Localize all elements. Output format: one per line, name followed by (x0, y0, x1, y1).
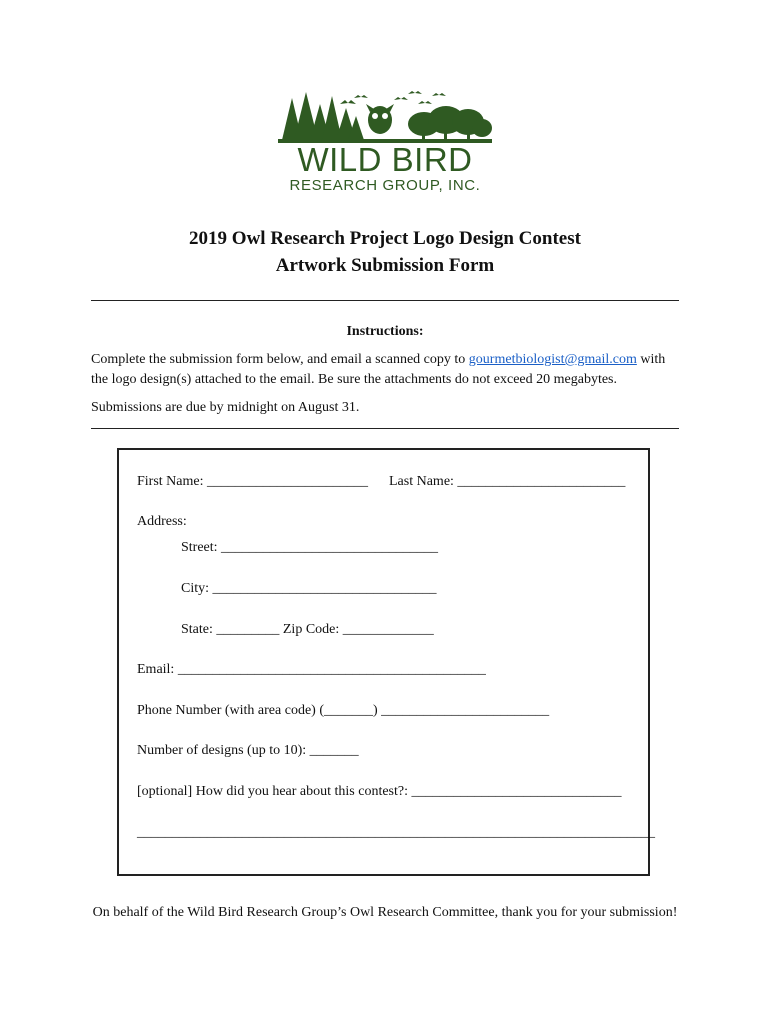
logo-subtitle: RESEARCH GROUP, INC. (289, 177, 481, 194)
wild-bird-logo (276, 90, 494, 198)
deadline-text: Submissions are due by midnight on August 31. (91, 400, 360, 415)
instructions-text-start: Complete the submission form below, and email a scanned copy to (91, 352, 469, 367)
design-count-field[interactable]: Number of designs (up to 10): _______ (137, 743, 359, 758)
form-title: 2019 Owl Research Project Logo Design Contest (189, 228, 581, 249)
submission-form-box (117, 448, 655, 876)
form-subtitle: Artwork Submission Form (275, 255, 495, 276)
instructions-text-end: with (636, 352, 666, 367)
email-field[interactable]: Email: ____________________________________________ (137, 662, 486, 677)
logo-title: WILD BIRD (297, 141, 473, 178)
phone-field[interactable]: Phone Number (with area code) (_______) ________________________ (137, 703, 550, 718)
last-name-field[interactable]: Last Name: ________________________ (389, 474, 626, 489)
instructions-heading: Instructions: (346, 324, 424, 339)
address-label: Address: (137, 514, 187, 529)
first-name-field[interactable]: First Name: _______________________ (137, 474, 368, 489)
state-zip-field[interactable]: State: _________ Zip Code: _____________ (181, 622, 434, 637)
street-field[interactable]: Street: _______________________________ (181, 540, 439, 555)
logo-graphic (276, 90, 494, 145)
city-field[interactable]: City: ________________________________ (181, 581, 437, 596)
contact-email-link[interactable]: gourmetbiologist@gmail.com (468, 352, 637, 367)
divider-top (91, 300, 679, 301)
instructions-text-line2: the logo design(s) attached to the email. Be sure the attachments do not exceed 20 megabytes. (91, 372, 617, 387)
divider-bottom (91, 428, 679, 429)
thank-you-note: On behalf of the Wild Bird Research Group’s Owl Research Committee, thank you for your submission! (92, 905, 678, 920)
instructions-paragraph (91, 350, 691, 390)
referral-source-field[interactable]: [optional] How did you hear about this contest?: ______________________________ (137, 784, 622, 799)
referral-source-extra-line[interactable]: __________________________________________________________________________ (137, 825, 655, 840)
